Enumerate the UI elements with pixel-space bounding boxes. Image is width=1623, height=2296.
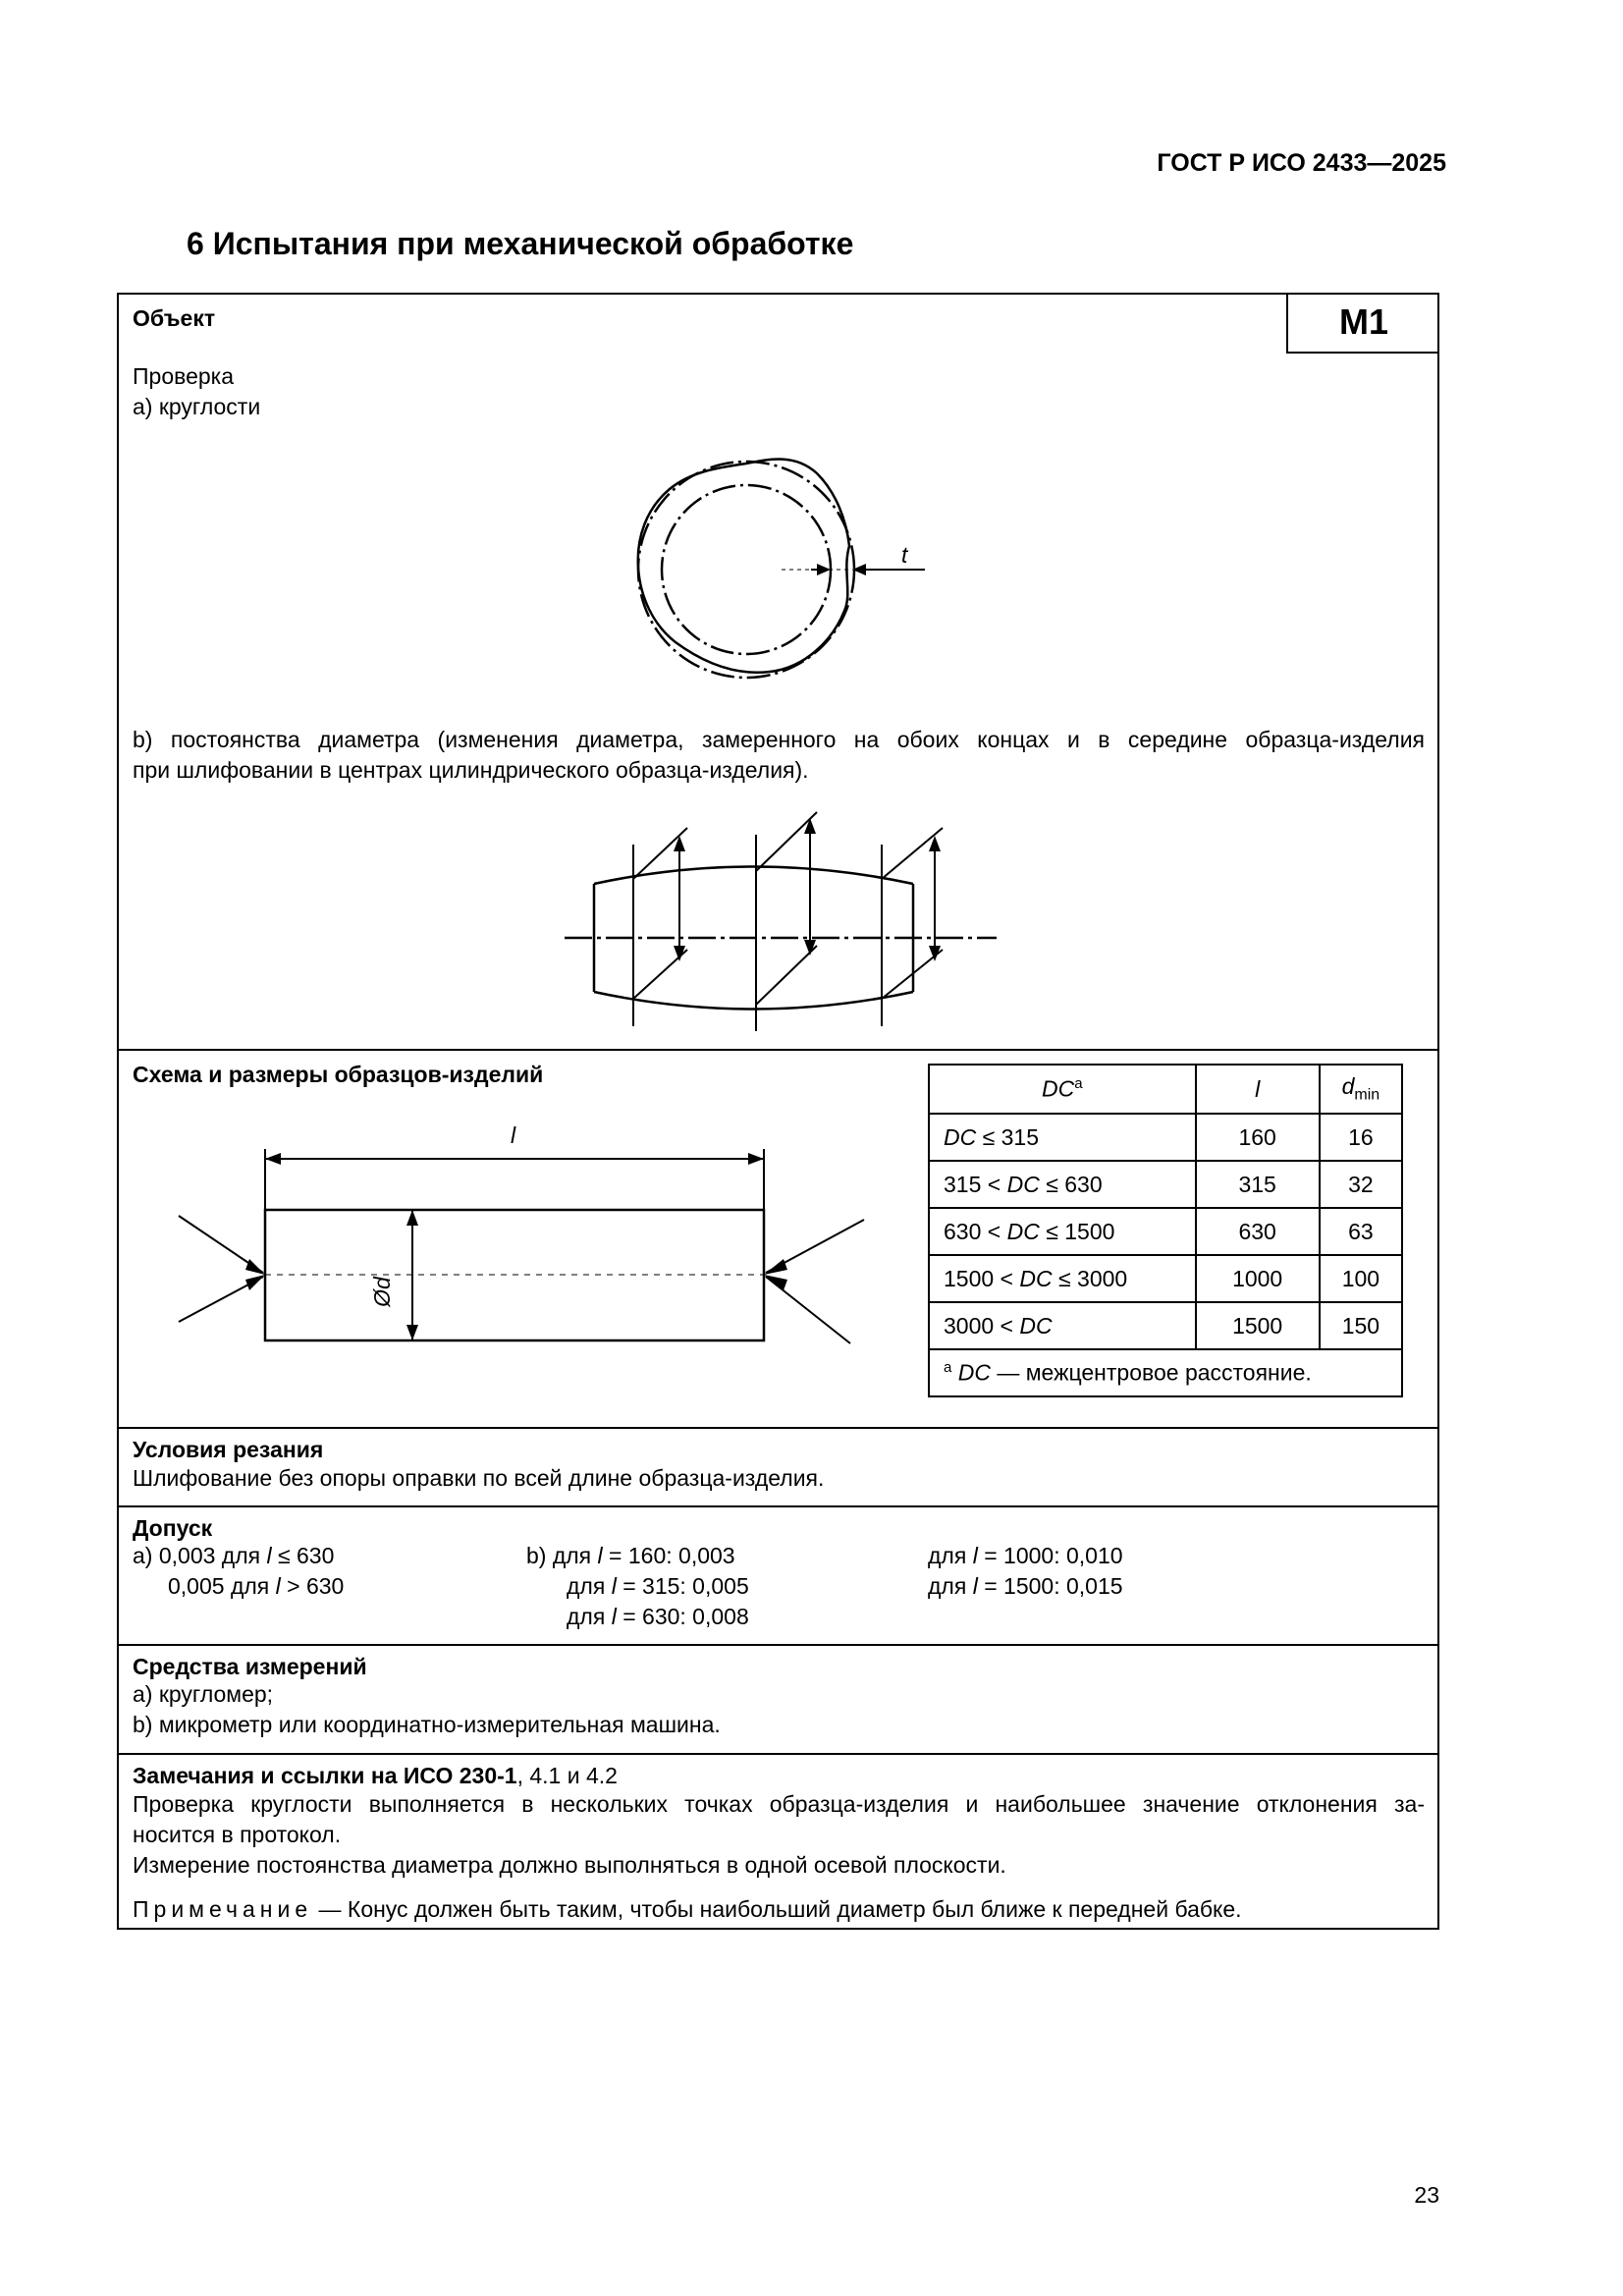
table-row xyxy=(929,1255,1402,1302)
dc-cell: 630 < DC ≤ 1500 xyxy=(929,1208,1196,1255)
header-dc: $DC^a$ xyxy=(929,1065,1196,1114)
remarks-label: Замечания и ссылки на ИСО 230-1, 4.1 и 4.2 xyxy=(133,1763,618,1788)
remarks-note: Примечание — Конус должен быть таким, чтобы наибольший диаметр был ближе к передней бабке. xyxy=(133,1896,1242,1922)
table-row xyxy=(929,1161,1402,1208)
diameter-diagram xyxy=(560,810,1011,1026)
diameter-label: Ød xyxy=(368,1277,395,1307)
dmin-cell: 32 xyxy=(1320,1161,1402,1208)
object-label: Объект xyxy=(133,305,216,331)
cutting-text: Шлифование без опоры оправки по всей длине образца-изделия. xyxy=(133,1465,825,1491)
dmin-cell: 16 xyxy=(1320,1114,1402,1161)
dc-cell: 1500 < DC ≤ 3000 xyxy=(929,1255,1196,1302)
table-header-row xyxy=(929,1065,1402,1114)
dimensions-table xyxy=(928,1064,1403,1397)
tolerance-b2: для l = 315: 0,005 xyxy=(567,1573,749,1599)
tolerance-b1: b) для l = 160: 0,003 xyxy=(526,1543,735,1568)
table-footnote: $^a$ DC — межцентровое расстояние. xyxy=(929,1349,1402,1396)
tolerance-c1: для l = 1000: 0,010 xyxy=(928,1543,1123,1568)
instruments-a: a) кругломер; xyxy=(133,1681,274,1707)
scheme-label: Схема и размеры образцов-изделий xyxy=(133,1062,544,1087)
length-label: l xyxy=(511,1122,516,1148)
dc-cell: 315 < DC ≤ 630 xyxy=(929,1161,1196,1208)
tolerance-c2: для l = 1500: 0,015 xyxy=(928,1573,1123,1599)
l-cell: 315 xyxy=(1196,1161,1320,1208)
divider-cutting xyxy=(117,1427,1439,1429)
t-label: t xyxy=(901,542,908,568)
l-cell: 160 xyxy=(1196,1114,1320,1161)
item-b-line1: b) постоянства диаметра (изменения диаметра, замеренного на обоих концах и в середине образца-изделия xyxy=(133,727,1425,752)
header-dmin: $d_{min}$ xyxy=(1320,1065,1402,1114)
item-b-line2: при шлифовании в центрах цилиндрического образца-изделия). xyxy=(133,757,809,783)
page-number: 23 xyxy=(1414,2182,1439,2208)
instruments-label: Средства измерений xyxy=(133,1654,367,1679)
divider-scheme xyxy=(117,1049,1439,1051)
dmin-cell: 63 xyxy=(1320,1208,1402,1255)
remarks-p1-line2: носится в протокол. xyxy=(133,1822,342,1847)
tolerance-label: Допуск xyxy=(133,1515,213,1541)
dmin-cell: 150 xyxy=(1320,1302,1402,1349)
dc-cell: DC ≤ 315 xyxy=(929,1114,1196,1161)
l-cell: 1500 xyxy=(1196,1302,1320,1349)
divider-instruments xyxy=(117,1644,1439,1646)
tolerance-a1: a) 0,003 для l ≤ 630 xyxy=(133,1543,335,1568)
table-row xyxy=(929,1114,1402,1161)
l-cell: 1000 xyxy=(1196,1255,1320,1302)
table-row xyxy=(929,1208,1402,1255)
standard-designation: ГОСТ Р ИСО 2433—2025 xyxy=(1157,149,1446,177)
remarks-p2: Измерение постоянства диаметра должно выполняться в одной осевой плоскости. xyxy=(133,1852,1006,1878)
test-code-box: M1 xyxy=(1286,293,1439,354)
dc-cell: 3000 < DC xyxy=(929,1302,1196,1349)
header-l: l xyxy=(1196,1065,1320,1114)
tolerance-b3: для l = 630: 0,008 xyxy=(567,1604,749,1629)
remarks-p1-line1: Проверка круглости выполняется в нескольких точках образца-изделия и наибольшее значение отклонения за- xyxy=(133,1791,1425,1817)
divider-remarks xyxy=(117,1753,1439,1755)
table-footnote-row xyxy=(929,1349,1402,1396)
item-a-roundness: a) круглости xyxy=(133,394,261,419)
table-row xyxy=(929,1302,1402,1349)
specimen-diagram xyxy=(167,1129,874,1355)
section-title: 6 Испытания при механической обработке xyxy=(187,226,854,261)
l-cell: 630 xyxy=(1196,1208,1320,1255)
cutting-label: Условия резания xyxy=(133,1437,324,1462)
divider-tolerance xyxy=(117,1505,1439,1507)
check-label: Проверка xyxy=(133,363,235,389)
dmin-cell: 100 xyxy=(1320,1255,1402,1302)
tolerance-a2: 0,005 для l > 630 xyxy=(168,1573,345,1599)
instruments-b: b) микрометр или координатно-измерительная машина. xyxy=(133,1712,721,1737)
